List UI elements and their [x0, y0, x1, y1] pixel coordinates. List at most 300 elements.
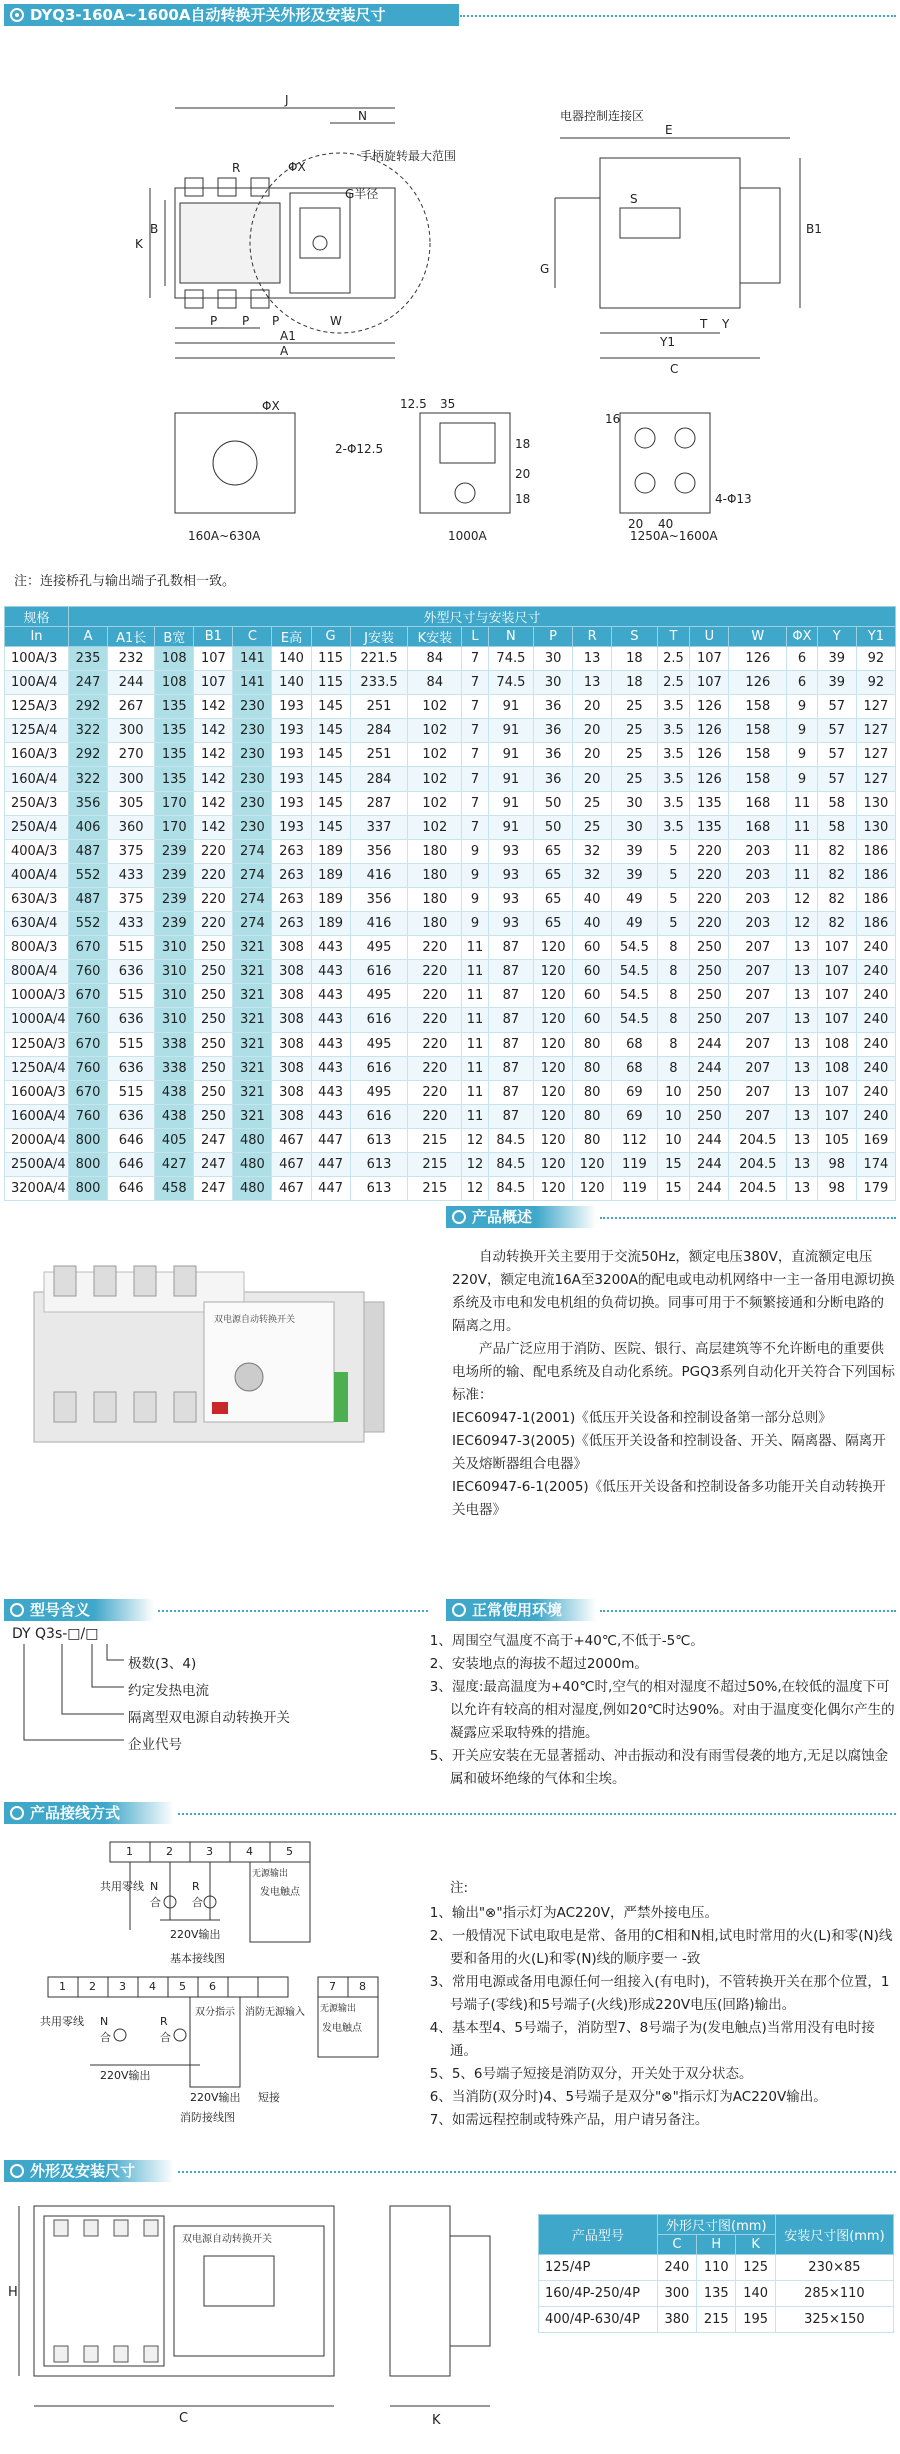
spec-cell: 30: [534, 647, 573, 671]
install-dotline: [178, 2171, 896, 2173]
spec-cell: 92: [856, 671, 895, 695]
spec-cell: 250: [690, 936, 729, 960]
spec-cell: 93: [488, 839, 533, 863]
spec-cell: 310: [155, 984, 194, 1008]
spec-cell: 308: [272, 1008, 311, 1032]
spec-cell: 127: [856, 743, 895, 767]
install-cell: 125/4P: [539, 2255, 658, 2281]
spec-cell: 179: [856, 1177, 895, 1201]
spec-cell: 145: [311, 791, 350, 815]
spec-cell: 80: [573, 1080, 612, 1104]
spec-cell: 120: [534, 984, 573, 1008]
spec-cell: 170: [155, 791, 194, 815]
spec-cell: 220: [194, 887, 233, 911]
spec-cell: 12: [462, 1128, 489, 1152]
spec-cell: 375: [108, 839, 155, 863]
spec-cell: 263: [272, 887, 311, 911]
spec-cell: 186: [856, 912, 895, 936]
spec-cell: 108: [155, 647, 194, 671]
spec-cell: 760: [69, 1008, 108, 1032]
spec-cell: 39: [817, 647, 856, 671]
spec-cell: 120: [534, 960, 573, 984]
spec-cell: 107: [690, 647, 729, 671]
spec-cell: 220: [194, 912, 233, 936]
spec-cell: 145: [311, 719, 350, 743]
spec-cell: 292: [69, 695, 108, 719]
spec-cell: 180: [408, 863, 462, 887]
spec-cell: 3.5: [657, 695, 690, 719]
spec-cell: 204.5: [729, 1128, 787, 1152]
label-handle-range: 手柄旋转最大范围: [360, 149, 457, 163]
spec-cell: 158: [729, 719, 787, 743]
basic-wiring-diagram: [100, 1840, 380, 1970]
spec-cell: 308: [272, 1104, 311, 1128]
title-dotline: [460, 15, 896, 17]
spec-cell: 308: [272, 1080, 311, 1104]
spec-cell: 120: [534, 1177, 573, 1201]
spec-cell: 760: [69, 960, 108, 984]
spec-cell: 11: [462, 936, 489, 960]
fire-num-2: 2: [89, 1980, 96, 1993]
install-cell: 215: [697, 2307, 736, 2333]
spec-cell: 250: [194, 1104, 233, 1128]
spec-cell: 240: [856, 1056, 895, 1080]
spec-cell: 36: [534, 743, 573, 767]
install-side-drawing: [370, 2196, 520, 2436]
spec-col-header: Y1: [856, 627, 895, 647]
spec-cell: 443: [311, 1032, 350, 1056]
spec-cell: 107: [690, 671, 729, 695]
install-cell: 240: [657, 2255, 696, 2281]
spec-row-label: 1600A/3: [5, 1080, 69, 1104]
fire-num-8: 8: [359, 1980, 366, 1993]
note-2: 2、一般情况下试电取电是常、备用的C相和N相,试电时常用的火(L)和零(N)线要和备用的火(L)和零(N)线的顺序要一 -致: [429, 1928, 893, 1967]
install-dim-H: H: [8, 2285, 18, 2300]
group-header: 外型尺寸与安装尺寸: [69, 607, 896, 627]
table-row: [5, 1056, 896, 1080]
spec-cell: 91: [488, 743, 533, 767]
spec-cell: 87: [488, 1008, 533, 1032]
spec-cell: 616: [350, 1104, 408, 1128]
spec-cell: 25: [573, 815, 612, 839]
label-P1: P: [210, 314, 218, 328]
spec-cell: 7: [462, 791, 489, 815]
spec-cell: 11: [462, 960, 489, 984]
overview-p2: 产品广泛应用于消防、医院、银行、高层建筑等不允许断电的重要供电场所的输、配电系统及自动化系统。PGQ3系列自动化开关符合下列国标标准：: [452, 1341, 895, 1403]
install-cell: 230×85: [775, 2255, 893, 2281]
spec-cell: 616: [350, 960, 408, 984]
spec-cell: 7: [462, 671, 489, 695]
spec-cell: 80: [573, 1104, 612, 1128]
caption-160-630: 160A~630A: [188, 529, 261, 543]
table-row: [5, 1104, 896, 1128]
spec-cell: 174: [856, 1152, 895, 1176]
spec-cell: 120: [534, 1152, 573, 1176]
spec-cell: 189: [311, 912, 350, 936]
spec-cell: 142: [194, 743, 233, 767]
spec-cell: 263: [272, 839, 311, 863]
spec-cell: 13: [787, 1128, 817, 1152]
spec-cell: 84.5: [488, 1128, 533, 1152]
spec-cell: 670: [69, 1032, 108, 1056]
install-col-model: 产品型号: [539, 2215, 658, 2255]
spec-cell: 251: [350, 743, 408, 767]
spec-cell: 82: [817, 839, 856, 863]
spec-cell: 203: [729, 912, 787, 936]
fire-220v-2: 220V输出: [190, 2091, 241, 2104]
spec-cell: 54.5: [612, 984, 657, 1008]
spec-cell: 13: [787, 1152, 817, 1176]
spec-col-header: G: [311, 627, 350, 647]
spec-cell: 120: [534, 936, 573, 960]
spec-cell: 93: [488, 912, 533, 936]
spec-cell: 141: [233, 647, 272, 671]
spec-cell: 10: [657, 1128, 690, 1152]
spec-col-header: R: [573, 627, 612, 647]
model-items: [128, 1651, 290, 1759]
spec-cell: 25: [573, 791, 612, 815]
spec-cell: 115: [311, 647, 350, 671]
spec-cell: 646: [108, 1177, 155, 1201]
spec-cell: 220: [408, 1008, 462, 1032]
dim-1000-d: 20: [515, 467, 531, 481]
spec-row-label: 1600A/4: [5, 1104, 69, 1128]
fire-double-off: 双分指示: [195, 2007, 235, 2018]
spec-cell: 244: [108, 671, 155, 695]
spec-cell: 82: [817, 912, 856, 936]
spec-cell: 126: [729, 647, 787, 671]
spec-cell: 135: [690, 815, 729, 839]
table-row: [5, 839, 896, 863]
spec-cell: 220: [194, 839, 233, 863]
spec-cell: 120: [534, 1032, 573, 1056]
spec-cell: 250: [690, 1008, 729, 1032]
install-sub-K: K: [736, 2235, 775, 2255]
spec-cell: 616: [350, 1008, 408, 1032]
spec-cell: 119: [612, 1152, 657, 1176]
spec-cell: 68: [612, 1056, 657, 1080]
spec-cell: 7: [462, 743, 489, 767]
table-row: [539, 2307, 894, 2333]
spec-cell: 60: [573, 984, 612, 1008]
fire-N: N: [100, 2015, 109, 2028]
bridge-note: 注：连接桥孔与输出端子孔数相一致。: [14, 574, 236, 589]
spec-cell: 438: [155, 1080, 194, 1104]
spec-cell: 119: [612, 1177, 657, 1201]
spec-cell: 239: [155, 912, 194, 936]
spec-cell: 515: [108, 1080, 155, 1104]
spec-cell: 8: [657, 1056, 690, 1080]
dimension-drawings: [0, 28, 900, 568]
spec-cell: 636: [108, 960, 155, 984]
spec-cell: 447: [311, 1177, 350, 1201]
spec-cell: 91: [488, 695, 533, 719]
model-item-company: 企业代号: [128, 1737, 182, 1753]
spec-row-label: 100A/4: [5, 671, 69, 695]
spec-cell: 9: [462, 863, 489, 887]
spec-cell: 102: [408, 815, 462, 839]
install-cell: 110: [697, 2255, 736, 2281]
dim-1000-b: 35: [440, 397, 456, 411]
spec-cell: 235: [69, 647, 108, 671]
spec-cell: 158: [729, 767, 787, 791]
spec-cell: 203: [729, 839, 787, 863]
spec-cell: 405: [155, 1128, 194, 1152]
spec-cell: 247: [194, 1128, 233, 1152]
spec-row-label: 125A/4: [5, 719, 69, 743]
spec-cell: 244: [690, 1177, 729, 1201]
spec-cell: 321: [233, 936, 272, 960]
dim-1250-a: 16: [605, 412, 621, 426]
spec-cell: 39: [612, 839, 657, 863]
spec-cell: 240: [856, 1104, 895, 1128]
fire-gen-contact: 发电触点: [322, 2023, 362, 2034]
spec-cell: 240: [856, 984, 895, 1008]
spec-cell: 15: [657, 1152, 690, 1176]
spec-cell: 126: [690, 719, 729, 743]
spec-cell: 416: [350, 912, 408, 936]
label-K: K: [135, 237, 143, 251]
spec-cell: 220: [690, 912, 729, 936]
in-header: In: [5, 627, 69, 647]
spec-cell: 50: [534, 815, 573, 839]
model-bar: [4, 1599, 154, 1621]
spec-cell: 800: [69, 1177, 108, 1201]
spec-cell: 80: [573, 1032, 612, 1056]
spec-cell: 9: [462, 839, 489, 863]
spec-cell: 142: [194, 791, 233, 815]
spec-cell: 8: [657, 936, 690, 960]
spec-cell: 310: [155, 960, 194, 984]
spec-row-label: 1000A/3: [5, 984, 69, 1008]
spec-cell: 356: [69, 791, 108, 815]
spec-cell: 135: [690, 791, 729, 815]
spec-col-header: J安装: [350, 627, 408, 647]
fire-wiring-diagram: [40, 1975, 420, 2125]
spec-cell: 233.5: [350, 671, 408, 695]
spec-cell: 11: [462, 1080, 489, 1104]
spec-cell: 356: [350, 839, 408, 863]
dim-1000-e: 18: [515, 492, 531, 506]
label-Y: Y: [722, 317, 730, 331]
spec-cell: 60: [573, 1008, 612, 1032]
spec-cell: 308: [272, 984, 311, 1008]
model-item-poles: 极数(3、4): [128, 1656, 197, 1672]
spec-cell: 287: [350, 791, 408, 815]
spec-cell: 142: [194, 719, 233, 743]
spec-cell: 36: [534, 719, 573, 743]
spec-cell: 11: [462, 1008, 489, 1032]
spec-cell: 30: [534, 671, 573, 695]
spec-cell: 112: [612, 1128, 657, 1152]
dim-1250-b: 20: [628, 517, 644, 531]
spec-cell: 239: [155, 887, 194, 911]
install-sub-C: C: [657, 2235, 696, 2255]
spec-cell: 230: [233, 767, 272, 791]
basic-num-4: 4: [246, 1845, 253, 1858]
spec-cell: 220: [194, 863, 233, 887]
label-N: N: [358, 109, 367, 123]
spec-cell: 310: [155, 1008, 194, 1032]
spec-cell: 230: [233, 695, 272, 719]
note-3: 3、常用电源或备用电源任何一组接入(有电时)，不管转换开关在那个位置，1号端子(零线)和5号端子(火线)形成220V电压(回路)输出。: [429, 1974, 890, 2013]
spec-cell: 142: [194, 815, 233, 839]
fire-passive-in: 消防无源输入: [245, 2007, 305, 2018]
spec-cell: 215: [408, 1128, 462, 1152]
spec-cell: 25: [612, 767, 657, 791]
spec-cell: 250: [194, 1080, 233, 1104]
install-cell: 380: [657, 2307, 696, 2333]
spec-cell: 145: [311, 767, 350, 791]
spec-cell: 84.5: [488, 1177, 533, 1201]
spec-cell: 292: [69, 743, 108, 767]
spec-row-label: 160A/3: [5, 743, 69, 767]
spec-cell: 322: [69, 767, 108, 791]
spec-cell: 263: [272, 912, 311, 936]
overview-p1: 自动转换开关主要用于交流50Hz，额定电压380V，直流额定电压220V，额定电流16A至3200A的配电或电动机网络中一主一备用电源切换系统及市电和发电机组的负荷切换。同事可用于不频繁接通和分断电路的隔离之用。: [452, 1249, 895, 1334]
spec-cell: 140: [272, 647, 311, 671]
spec-cell: 120: [573, 1177, 612, 1201]
note-6: 6、当消防(双分时)4、5号端子是双分"⊗"指示灯为AC220V输出。: [429, 2089, 827, 2105]
spec-cell: 203: [729, 887, 787, 911]
spec-cell: 126: [690, 743, 729, 767]
spec-col-header: ΦX: [787, 627, 817, 647]
label-S: S: [630, 192, 638, 206]
spec-cell: 102: [408, 767, 462, 791]
spec-cell: 74.5: [488, 647, 533, 671]
model-title: 型号含义: [30, 1601, 91, 1619]
spec-cell: 321: [233, 1032, 272, 1056]
spec-cell: 87: [488, 1080, 533, 1104]
spec-row-label: 800A/3: [5, 936, 69, 960]
spec-cell: 284: [350, 719, 408, 743]
spec-cell: 126: [690, 767, 729, 791]
spec-cell: 240: [856, 1032, 895, 1056]
spec-cell: 9: [787, 767, 817, 791]
spec-cell: 11: [787, 815, 817, 839]
spec-cell: 207: [729, 1080, 787, 1104]
spec-cell: 220: [408, 1032, 462, 1056]
spec-cell: 92: [856, 647, 895, 671]
bullet-icon: [452, 1603, 466, 1617]
overview-title: 产品概述: [472, 1208, 533, 1226]
basic-he-1: 合: [150, 1896, 161, 1909]
spec-cell: 267: [108, 695, 155, 719]
spec-cell: 93: [488, 887, 533, 911]
spec-cell: 467: [272, 1128, 311, 1152]
env-bar: [446, 1599, 596, 1621]
spec-cell: 13: [573, 671, 612, 695]
basic-num-2: 2: [166, 1845, 173, 1858]
spec-cell: 5: [657, 863, 690, 887]
spec-cell: 495: [350, 984, 408, 1008]
spec-cell: 10: [657, 1104, 690, 1128]
spec-cell: 135: [155, 743, 194, 767]
spec-cell: 240: [856, 1080, 895, 1104]
spec-cell: 13: [787, 960, 817, 984]
spec-cell: 244: [690, 1056, 729, 1080]
spec-cell: 186: [856, 887, 895, 911]
overview-bar: [446, 1206, 596, 1228]
spec-cell: 108: [817, 1056, 856, 1080]
spec-cell: 189: [311, 887, 350, 911]
spec-cell: 284: [350, 767, 408, 791]
spec-cell: 240: [856, 936, 895, 960]
spec-cell: 32: [573, 863, 612, 887]
spec-cell: 60: [573, 936, 612, 960]
wiring-bar: [4, 1802, 174, 1824]
spec-cell: 13: [787, 936, 817, 960]
spec-cell: 20: [573, 695, 612, 719]
spec-cell: 8: [657, 960, 690, 984]
spec-cell: 406: [69, 815, 108, 839]
install-dim-K: K: [432, 2413, 441, 2428]
table-row: [5, 1080, 896, 1104]
table-row: [539, 2281, 894, 2307]
install-col-group: 外形尺寸图(mm): [657, 2215, 775, 2235]
spec-cell: 180: [408, 839, 462, 863]
spec-cell: 495: [350, 1032, 408, 1056]
spec-cell: 193: [272, 719, 311, 743]
spec-row-label: 3200A/4: [5, 1177, 69, 1201]
spec-cell: 636: [108, 1008, 155, 1032]
spec-col-header: N: [488, 627, 533, 647]
spec-cell: 467: [272, 1152, 311, 1176]
spec-cell: 80: [573, 1128, 612, 1152]
spec-cell: 321: [233, 1104, 272, 1128]
spec-cell: 230: [233, 791, 272, 815]
spec-cell: 80: [573, 1056, 612, 1080]
spec-cell: 207: [729, 936, 787, 960]
fire-caption: 消防接线图: [180, 2111, 235, 2124]
install-cell: 300: [657, 2281, 696, 2307]
env-item-5: 5、开关应安装在无显著摇动、冲击振动和没有雨雪侵袭的地方,无足以腐蚀金属和破坏绝缘的气体和尘埃。: [429, 1748, 889, 1787]
spec-cell: 240: [856, 1008, 895, 1032]
spec-cell: 7: [462, 695, 489, 719]
spec-cell: 467: [272, 1177, 311, 1201]
spec-cell: 13: [787, 1008, 817, 1032]
spec-row-label: 400A/4: [5, 863, 69, 887]
spec-cell: 12: [462, 1152, 489, 1176]
spec-cell: 65: [534, 863, 573, 887]
label-R: R: [232, 161, 241, 175]
install-cell: 125: [736, 2255, 775, 2281]
overview-text: [452, 1246, 896, 1522]
dim-1250-c: 40: [658, 517, 674, 531]
spec-cell: 230: [233, 743, 272, 767]
spec-cell: 207: [729, 1032, 787, 1056]
spec-cell: 613: [350, 1177, 408, 1201]
spec-cell: 58: [817, 815, 856, 839]
spec-cell: 11: [462, 1056, 489, 1080]
spec-cell: 3.5: [657, 791, 690, 815]
label-W: W: [330, 314, 342, 328]
spec-cell: 87: [488, 1104, 533, 1128]
spec-cell: 247: [194, 1177, 233, 1201]
table-row: [5, 815, 896, 839]
spec-cell: 11: [787, 863, 817, 887]
spec-cell: 91: [488, 791, 533, 815]
spec-row-label: 2000A/4: [5, 1128, 69, 1152]
spec-cell: 84: [408, 671, 462, 695]
note-4: 4、基本型4、5号端子，消防型7、8号端子为(发电触点)当常用没有电时接通。: [429, 2020, 875, 2059]
label-C: C: [670, 362, 679, 376]
bullet-icon: [10, 1806, 24, 1820]
spec-cell: 120: [534, 1080, 573, 1104]
fire-num-3: 3: [119, 1980, 126, 1993]
spec-cell: 170: [155, 815, 194, 839]
spec-cell: 239: [155, 839, 194, 863]
